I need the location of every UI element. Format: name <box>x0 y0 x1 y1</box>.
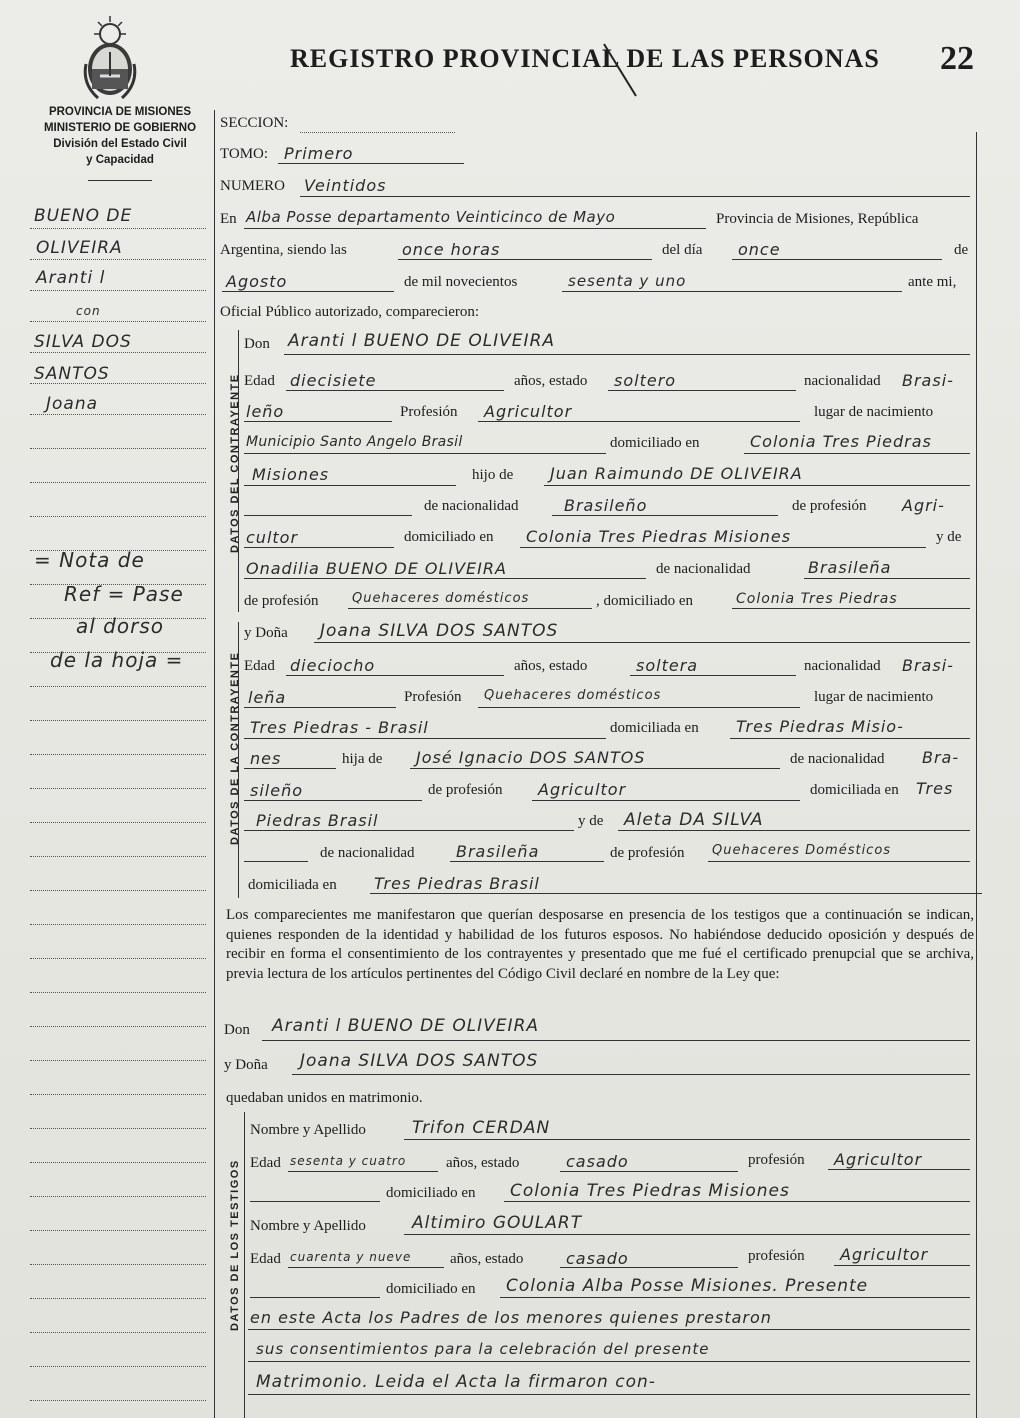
de-label: de <box>954 242 969 258</box>
el-de-prof-label: de profesión <box>792 498 867 514</box>
declaration-paragraph: Los comparecientes me manifestaron que querían desposarse en presencia de los testigos que a continuación se indican, quienes responden de la identidad y habilidad de los futuros esposos. No habiéndose deducido oposición y después de recibir en forma el consentimiento de los contrayentes y presentado que me fué el certificado prenupcial que se archiva, previa lectura de los artículos pertinentes del Código Civil declaré en nombre de la Ley que: <box>226 907 974 982</box>
la-padre-value: José Ignacio DOS SANTOS <box>416 748 646 767</box>
numero-label: NUMERO <box>220 178 286 194</box>
la-domic-line-b <box>244 768 336 769</box>
el-lugar-label: lugar de nacimiento <box>814 404 934 420</box>
el-padre-prof-b: cultor <box>246 528 299 547</box>
t1-edad-label: Edad <box>250 1155 281 1171</box>
el-domic-label: domiciliado en <box>610 435 700 451</box>
testigos-cont-line-1 <box>248 1329 970 1330</box>
el-domic-line-b <box>244 485 456 486</box>
el-nac-line <box>244 421 392 422</box>
margin-name-5: SILVA DOS <box>34 332 132 352</box>
el-padre-value: Juan Raimundo DE OLIVEIRA <box>550 464 803 483</box>
oficial-text: Oficial Público autorizado, comparecieron: <box>220 304 480 320</box>
t1-domic-value: Colonia Tres Piedras Misiones <box>510 1181 790 1201</box>
el-madre-domic-line <box>732 608 970 609</box>
el-madre-prof-line <box>348 608 592 609</box>
t2-nombre-value: Altimiro GOULART <box>412 1213 583 1233</box>
el-estado-line <box>608 390 796 391</box>
la-domic-line-a <box>730 738 970 739</box>
t1-domic-label: domiciliado en <box>386 1185 476 1201</box>
el-padre-domic-line <box>520 547 926 548</box>
margin-name-6: SANTOS <box>34 364 110 384</box>
t2-prof-line <box>834 1265 970 1266</box>
el-padre-domic: Colonia Tres Piedras Misiones <box>526 527 792 546</box>
tomo-value: Primero <box>284 144 354 163</box>
la-edad-line <box>286 675 504 676</box>
t1-anios-label: años, estado <box>446 1155 520 1171</box>
la-padre-domic-line <box>244 830 574 831</box>
gov-division: División del Estado Civil <box>53 138 187 150</box>
el-madre-domic-label: , domiciliado en <box>596 593 694 609</box>
la-lugar-value: Tres Piedras - Brasil <box>250 718 429 737</box>
decl-don-line <box>262 1040 970 1041</box>
t2-cont-line <box>250 1297 380 1298</box>
pen-stroke-mark <box>600 40 640 105</box>
la-madre-domic: Tres Piedras Brasil <box>374 874 540 893</box>
page-number: 22 <box>940 40 974 77</box>
seccion-line <box>300 132 455 133</box>
la-nac-line <box>244 707 396 708</box>
margin-note-1: = Nota de <box>34 548 145 572</box>
la-madre-domic-line <box>370 893 982 894</box>
t2-edad-line <box>288 1267 444 1268</box>
tomo-line <box>278 163 464 164</box>
t2-anios-label: años, estado <box>450 1251 524 1267</box>
el-madre-line <box>244 578 646 579</box>
la-nac-label: nacionalidad <box>804 658 881 674</box>
la-padre-prof-line <box>532 800 800 801</box>
provincia-text: Provincia de Misiones, República <box>716 211 919 227</box>
la-hija-label: hija de <box>342 751 383 767</box>
gov-ministry: MINISTERIO DE GOBIERNO <box>43 122 197 134</box>
la-madre-prof-label: de profesión <box>610 845 685 861</box>
la-padre-nac-a: Bra- <box>922 748 960 767</box>
t2-nombre-line <box>404 1234 970 1235</box>
t2-prof-value: Agricultor <box>840 1245 929 1264</box>
margin-note-4: de la hoja = <box>50 648 184 672</box>
t1-estado-line <box>560 1171 738 1172</box>
la-madre-prof-line <box>708 861 970 862</box>
del-dia-label: del día <box>662 242 703 258</box>
la-anios-label: años, estado <box>514 658 588 674</box>
t1-edad-line <box>288 1171 438 1172</box>
la-domic-value-b: nes <box>250 749 282 768</box>
t2-edad-label: Edad <box>250 1251 281 1267</box>
la-padre-line <box>410 768 780 769</box>
el-madre-nac-label: de nacionalidad <box>656 561 751 577</box>
el-nac-label: nacionalidad <box>804 373 881 389</box>
el-padre-prof-line <box>244 547 394 548</box>
contrayente-la-label: DATOS DE LA CONTRAYENTE <box>229 651 241 845</box>
tomo-label: TOMO: <box>220 146 269 162</box>
t2-estado-value: casado <box>566 1249 629 1268</box>
el-madre-prof-label: de profesión <box>244 593 319 609</box>
t2-domic-value: Colonia Alba Posse Misiones. Presente <box>506 1276 869 1296</box>
el-madre-nac: Brasileña <box>808 558 892 577</box>
el-nombre-line <box>284 354 970 355</box>
el-madre-nac-line <box>804 578 970 579</box>
el-anios-label: años, estado <box>514 373 588 389</box>
la-edad-value: dieciocho <box>290 656 376 675</box>
la-padre-prof: Agricultor <box>538 780 627 799</box>
margin-note-3: al dorso <box>76 614 164 638</box>
decl-quedaban: quedaban unidos en matrimonio. <box>226 1090 423 1106</box>
mes-value: Agosto <box>226 272 288 291</box>
margin-name-3: Aranti l <box>36 268 106 288</box>
la-domic-value-a: Tres Piedras Misio- <box>736 717 904 736</box>
la-madre-nac-line <box>450 861 604 862</box>
la-padre-nac-line <box>244 800 422 801</box>
page-title: REGISTRO PROVINCIAL DE LAS PERSONAS <box>290 44 880 73</box>
gov-block <box>20 104 220 168</box>
seccion-label: SECCION: <box>220 115 289 131</box>
decl-dona-label: y Doña <box>224 1057 268 1073</box>
margin-note-2: Ref = Pase <box>64 582 184 606</box>
hora-line <box>398 259 652 260</box>
el-domic-value-b: Misiones <box>252 465 330 484</box>
t1-nombre-line <box>404 1139 970 1140</box>
en-label: En <box>220 211 237 227</box>
gov-underline <box>88 180 152 181</box>
testigos-bracket <box>244 1112 245 1418</box>
el-nac-value-b: leño <box>246 402 285 421</box>
t2-nombre-label: Nombre y Apellido <box>250 1218 366 1234</box>
anio-line <box>562 291 902 292</box>
mil-label: de mil novecientos <box>404 274 518 290</box>
decl-dona-line <box>292 1074 970 1075</box>
la-nombre-value: Joana SILVA DOS SANTOS <box>320 621 559 641</box>
el-prof-line <box>478 421 800 422</box>
numero-line <box>300 196 970 197</box>
hora-value: once horas <box>402 240 501 259</box>
la-madre-nac: Brasileña <box>456 842 540 861</box>
el-nac-value-a: Brasi- <box>902 371 954 390</box>
el-padre-cont-line <box>244 515 412 516</box>
el-y-de-label: y de <box>936 529 962 545</box>
argentina-text: Argentina, siendo las <box>220 242 347 258</box>
la-edad-label: Edad <box>244 658 275 674</box>
t1-domic-line <box>504 1201 970 1202</box>
mes-line <box>222 291 394 292</box>
t2-domic-label: domiciliado en <box>386 1281 476 1297</box>
testigos-cont-1: en este Acta los Padres de los menores quienes prestaron <box>250 1308 772 1327</box>
el-domic-line-a <box>744 453 970 454</box>
la-de-nac-label: de nacionalidad <box>790 751 885 767</box>
la-padre-nac-b: sileño <box>250 781 303 800</box>
el-padre-prof-a: Agri- <box>902 496 945 515</box>
testigos-cont-3: Matrimonio. Leida el Acta la firmaron con- <box>256 1372 656 1392</box>
t1-estado-value: casado <box>566 1152 629 1171</box>
decl-don-value: Aranti l BUENO DE OLIVEIRA <box>272 1016 540 1036</box>
la-lugar-line <box>244 738 606 739</box>
t2-prof-label: profesión <box>748 1248 805 1264</box>
el-nombre-value: Aranti l BUENO DE OLIVEIRA <box>288 331 556 351</box>
t1-nombre-label: Nombre y Apellido <box>250 1122 366 1138</box>
en-value: Alba Posse departamento Veinticinco de Mayo <box>246 208 616 226</box>
la-padre-domic-b: Piedras Brasil <box>256 811 379 830</box>
contrayente-el-label: DATOS DEL CONTRAYENTE <box>229 373 241 553</box>
la-estado-line <box>630 675 796 676</box>
anio-value: sesenta y uno <box>568 272 687 290</box>
testigos-cont-2: sus consentimientos para la celebración del presente <box>256 1340 710 1358</box>
la-lugar-label: lugar de nacimiento <box>814 689 934 705</box>
la-madre-prof: Quehaceres Domésticos <box>712 843 892 858</box>
la-prof-value: Quehaceres domésticos <box>484 688 662 703</box>
el-madre-value: Onadilia BUENO DE OLIVEIRA <box>246 559 507 578</box>
el-prof-label: Profesión <box>400 404 458 420</box>
el-lugar-line <box>244 453 606 454</box>
t1-prof-line <box>828 1169 970 1170</box>
dia-line <box>732 259 942 260</box>
el-don-label: Don <box>244 336 270 352</box>
testigos-cont-line-2 <box>248 1361 970 1362</box>
coat-of-arms-icon <box>78 14 142 104</box>
la-nac-value-a: Brasi- <box>902 656 954 675</box>
la-estado-value: soltera <box>636 656 699 675</box>
la-madre-line <box>618 830 970 831</box>
testigos-cont-line-3 <box>248 1394 970 1395</box>
t1-edad-value: sesenta y cuatro <box>290 1154 407 1168</box>
la-prof-line <box>478 707 800 708</box>
el-hijo-label: hijo de <box>472 467 514 483</box>
la-madre-cont-line <box>244 861 308 862</box>
la-madre-domic-label: domiciliada en <box>248 877 337 893</box>
la-padre-domic-a: Tres <box>916 779 954 798</box>
el-padre-domic-label: domiciliado en <box>404 529 494 545</box>
main-frame-right <box>976 132 977 1418</box>
el-padre-line <box>544 485 970 486</box>
el-madre-prof: Quehaceres domésticos <box>352 591 530 606</box>
el-edad-line <box>286 390 504 391</box>
el-estado-value: soltero <box>614 371 677 390</box>
gov-capacity: y Capacidad <box>86 154 154 166</box>
la-prof-label: Profesión <box>404 689 462 705</box>
el-edad-label: Edad <box>244 373 275 389</box>
main-frame-left <box>214 110 215 1418</box>
la-nac-value-b: leña <box>248 688 287 707</box>
el-lugar-value: Municipio Santo Angelo Brasil <box>246 434 463 450</box>
el-domic-value-a: Colonia Tres Piedras <box>750 432 932 451</box>
t1-cont-line <box>250 1201 380 1202</box>
t2-estado-line <box>560 1267 738 1268</box>
numero-value: Veintidos <box>304 176 387 195</box>
dia-value: once <box>738 240 781 259</box>
decl-dona-value: Joana SILVA DOS SANTOS <box>300 1051 539 1071</box>
la-dona-label: y Doña <box>244 625 288 641</box>
decl-don-label: Don <box>224 1022 250 1038</box>
la-y-de-label: y de <box>578 813 604 829</box>
la-madre-value: Aleta DA SILVA <box>624 810 764 830</box>
ante-label: ante mi, <box>908 274 957 290</box>
el-madre-domic: Colonia Tres Piedras <box>736 591 898 607</box>
t1-nombre-value: Trifon CERDAN <box>412 1118 551 1138</box>
testigos-label: DATOS DE LOS TESTIGOS <box>229 1159 241 1331</box>
la-de-prof-label: de profesión <box>428 782 503 798</box>
gov-province: PROVINCIA DE MISIONES <box>48 106 192 118</box>
el-de-nac-label: de nacionalidad <box>424 498 519 514</box>
t1-prof-value: Agricultor <box>834 1150 923 1169</box>
la-nombre-line <box>314 642 970 643</box>
el-prof-value: Agricultor <box>484 402 573 421</box>
t2-edad-value: cuarenta y nueve <box>290 1250 412 1264</box>
margin-name-7: Joana <box>46 394 99 414</box>
t2-domic-line <box>500 1297 970 1298</box>
margin-name-2: OLIVEIRA <box>36 238 123 258</box>
el-edad-value: diecisiete <box>290 371 377 390</box>
margin-name-1: BUENO DE <box>34 206 133 226</box>
en-line <box>244 228 706 229</box>
el-padre-nac-line <box>552 515 778 516</box>
la-madre-nac-label: de nacionalidad <box>320 845 415 861</box>
margin-name-4: con <box>76 304 101 318</box>
la-padre-domic-label: domiciliada en <box>810 782 899 798</box>
t1-prof-label: profesión <box>748 1152 805 1168</box>
el-padre-nac: Brasileño <box>564 496 648 515</box>
la-domic-label: domiciliada en <box>610 720 699 736</box>
